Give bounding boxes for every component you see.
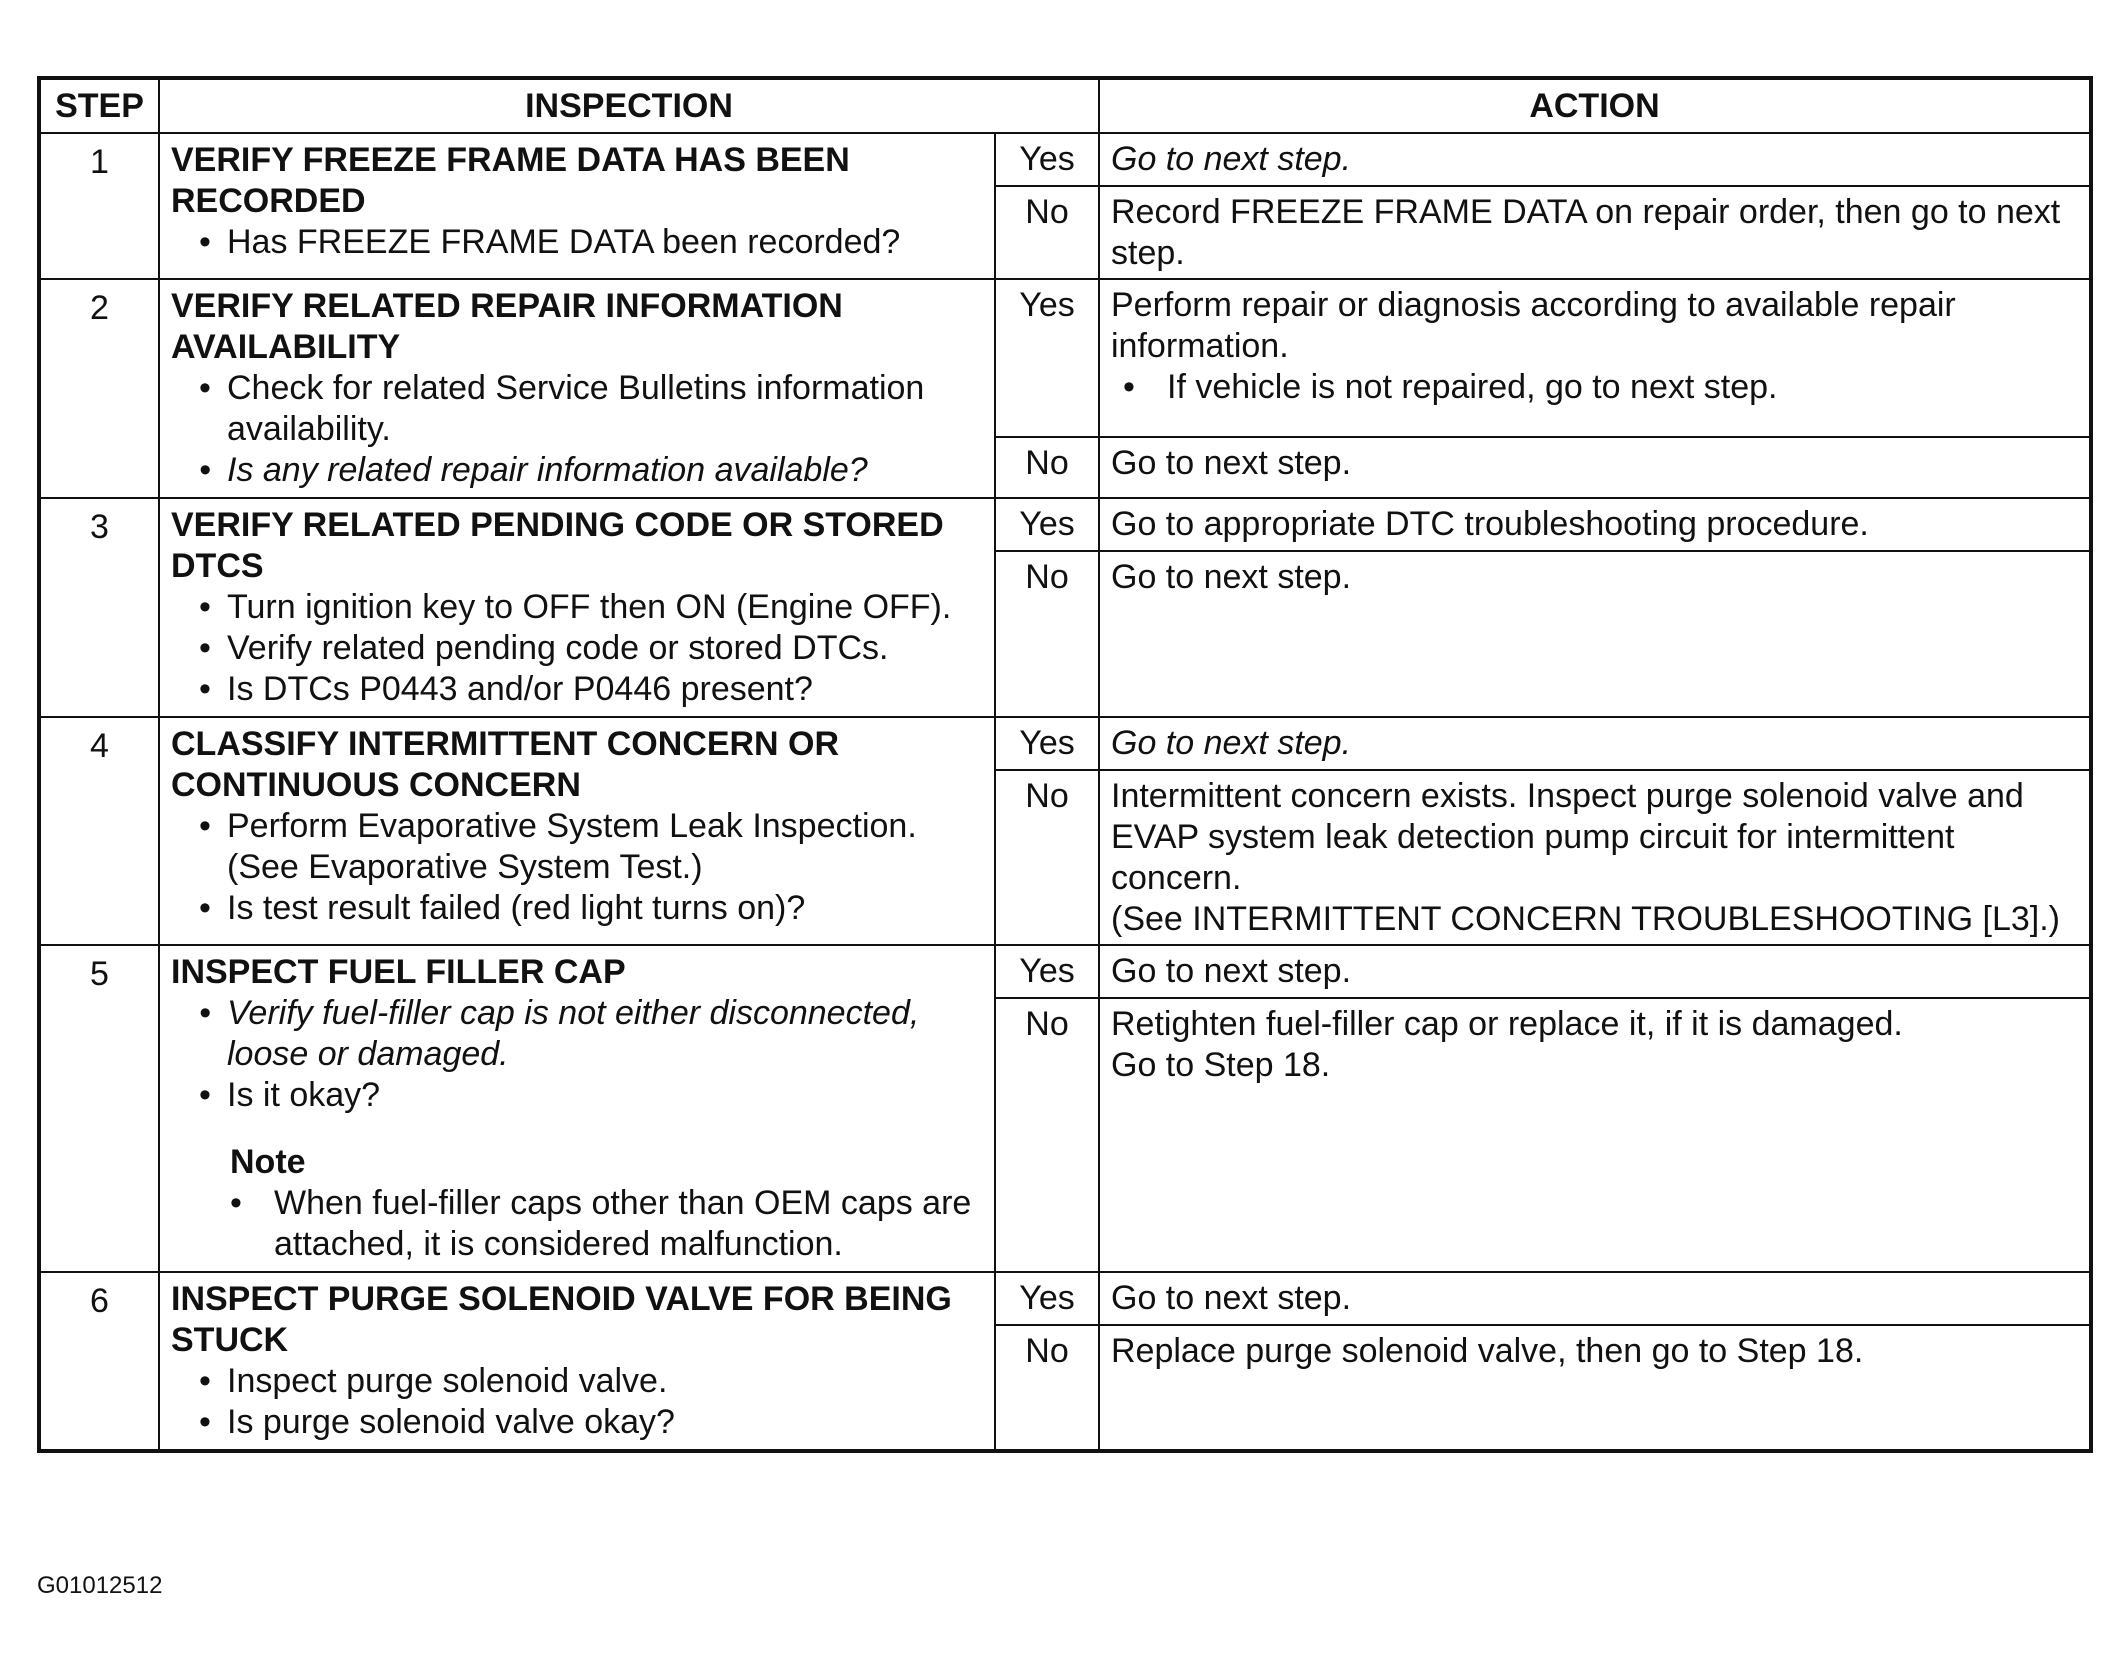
inspection-bullet: • Is test result failed (red light turns on)?	[199, 888, 984, 929]
step-row	[39, 133, 2091, 186]
step-row	[39, 498, 2091, 551]
yes-action: Go to next step.	[1099, 717, 2091, 770]
figure-id: G01012512	[37, 1572, 163, 1599]
inspection-bullet: • Is purge solenoid valve okay?	[199, 1402, 984, 1443]
inspection-cell	[159, 133, 995, 279]
yes-action	[1099, 279, 2091, 437]
no-action-text: Intermittent concern exists. Inspect purge solenoid valve and EVAP system leak detection pump circuit for intermittent concern.	[1111, 777, 2024, 897]
no-action-reference: (See INTERMITTENT CONCERN TROUBLESHOOTING [L3].)	[1111, 900, 2060, 938]
no-action: Replace purge solenoid valve, then go to Step 18.	[1099, 1325, 2091, 1451]
yes-label: Yes	[995, 279, 1099, 437]
inspection-title: VERIFY RELATED PENDING CODE OR STORED DTCS	[171, 506, 944, 585]
inspection-cell	[159, 945, 995, 1272]
no-label: No	[995, 551, 1099, 717]
yes-action: Go to next step.	[1099, 1272, 2091, 1325]
yes-action: Go to appropriate DTC troubleshooting procedure.	[1099, 498, 2091, 551]
action-header: ACTION	[1099, 78, 2091, 133]
step-row	[39, 717, 2091, 770]
yes-label: Yes	[995, 717, 1099, 770]
step-number: 3	[39, 498, 159, 717]
yes-label: Yes	[995, 945, 1099, 998]
inspection-bullet: • Inspect purge solenoid valve.	[199, 1361, 984, 1402]
inspection-bullet: • Is any related repair information available?	[199, 450, 984, 491]
inspection-bullets	[171, 587, 984, 710]
step-number: 5	[39, 945, 159, 1272]
yes-action-text: Perform repair or diagnosis according to available repair information.	[1111, 286, 1956, 365]
step-number: 6	[39, 1272, 159, 1451]
no-action: Go to next step.	[1099, 551, 2091, 717]
no-action-next: Go to Step 18.	[1111, 1046, 1331, 1084]
inspection-bullets	[171, 368, 984, 491]
header-row	[39, 78, 2091, 133]
step-number: 4	[39, 717, 159, 945]
no-action	[1099, 998, 2091, 1272]
note-title: Note	[230, 1143, 306, 1181]
step-row	[39, 279, 2091, 437]
inspection-bullet: • Perform Evaporative System Leak Inspection. (See Evaporative System Test.)	[199, 806, 984, 888]
action-bullets	[1111, 367, 2081, 408]
inspection-bullet: • Turn ignition key to OFF then ON (Engine OFF).	[199, 587, 984, 628]
inspection-bullets	[171, 993, 984, 1116]
yes-action: Go to next step.	[1099, 945, 2091, 998]
note-bullets	[171, 1183, 984, 1265]
inspection-title: VERIFY RELATED REPAIR INFORMATION AVAILABILITY	[171, 287, 843, 366]
inspection-bullets	[171, 806, 984, 929]
inspection-title: CLASSIFY INTERMITTENT CONCERN OR CONTINUOUS CONCERN	[171, 725, 840, 804]
no-action: Record FREEZE FRAME DATA on repair order, then go to next step.	[1099, 186, 2091, 279]
inspection-title: INSPECT FUEL FILLER CAP	[171, 953, 626, 991]
inspection-cell	[159, 1272, 995, 1451]
inspection-bullet: • Verify related pending code or stored DTCs.	[199, 628, 984, 669]
yes-action: Go to next step.	[1099, 133, 2091, 186]
inspection-title: INSPECT PURGE SOLENOID VALVE FOR BEING STUCK	[171, 1280, 952, 1359]
step-row	[39, 1272, 2091, 1325]
action-bullet: • If vehicle is not repaired, go to next step.	[1123, 367, 2081, 408]
yes-label: Yes	[995, 498, 1099, 551]
no-label: No	[995, 437, 1099, 498]
no-action-text: Retighten fuel-filler cap or replace it, if it is damaged.	[1111, 1005, 1903, 1043]
inspection-bullets	[171, 1361, 984, 1443]
inspection-title: VERIFY FREEZE FRAME DATA HAS BEEN RECORDED	[171, 141, 850, 220]
inspection-cell	[159, 717, 995, 945]
yes-label: Yes	[995, 133, 1099, 186]
step-number: 1	[39, 133, 159, 279]
inspection-header: INSPECTION	[159, 78, 1099, 133]
inspection-bullet: • Verify fuel-filler cap is not either disconnected, loose or damaged.	[199, 993, 984, 1075]
no-action: Go to next step.	[1099, 437, 2091, 498]
inspection-cell	[159, 498, 995, 717]
no-label: No	[995, 770, 1099, 945]
yes-label: Yes	[995, 1272, 1099, 1325]
no-label: No	[995, 1325, 1099, 1451]
diagnostic-procedure-table	[37, 76, 2093, 1453]
inspection-bullets	[171, 222, 984, 263]
step-number: 2	[39, 279, 159, 498]
step-row	[39, 945, 2091, 998]
no-label: No	[995, 186, 1099, 279]
inspection-bullet: • Check for related Service Bulletins information availability.	[199, 368, 984, 450]
inspection-bullet: • Is DTCs P0443 and/or P0446 present?	[199, 669, 984, 710]
no-action	[1099, 770, 2091, 945]
inspection-cell	[159, 279, 995, 498]
inspection-bullet: • Is it okay?	[199, 1075, 984, 1116]
note-bullet: • When fuel-filler caps other than OEM caps are attached, it is considered malfunction.	[230, 1183, 984, 1265]
no-label: No	[995, 998, 1099, 1272]
step-header: STEP	[39, 78, 159, 133]
inspection-bullet: • Has FREEZE FRAME DATA been recorded?	[199, 222, 984, 263]
